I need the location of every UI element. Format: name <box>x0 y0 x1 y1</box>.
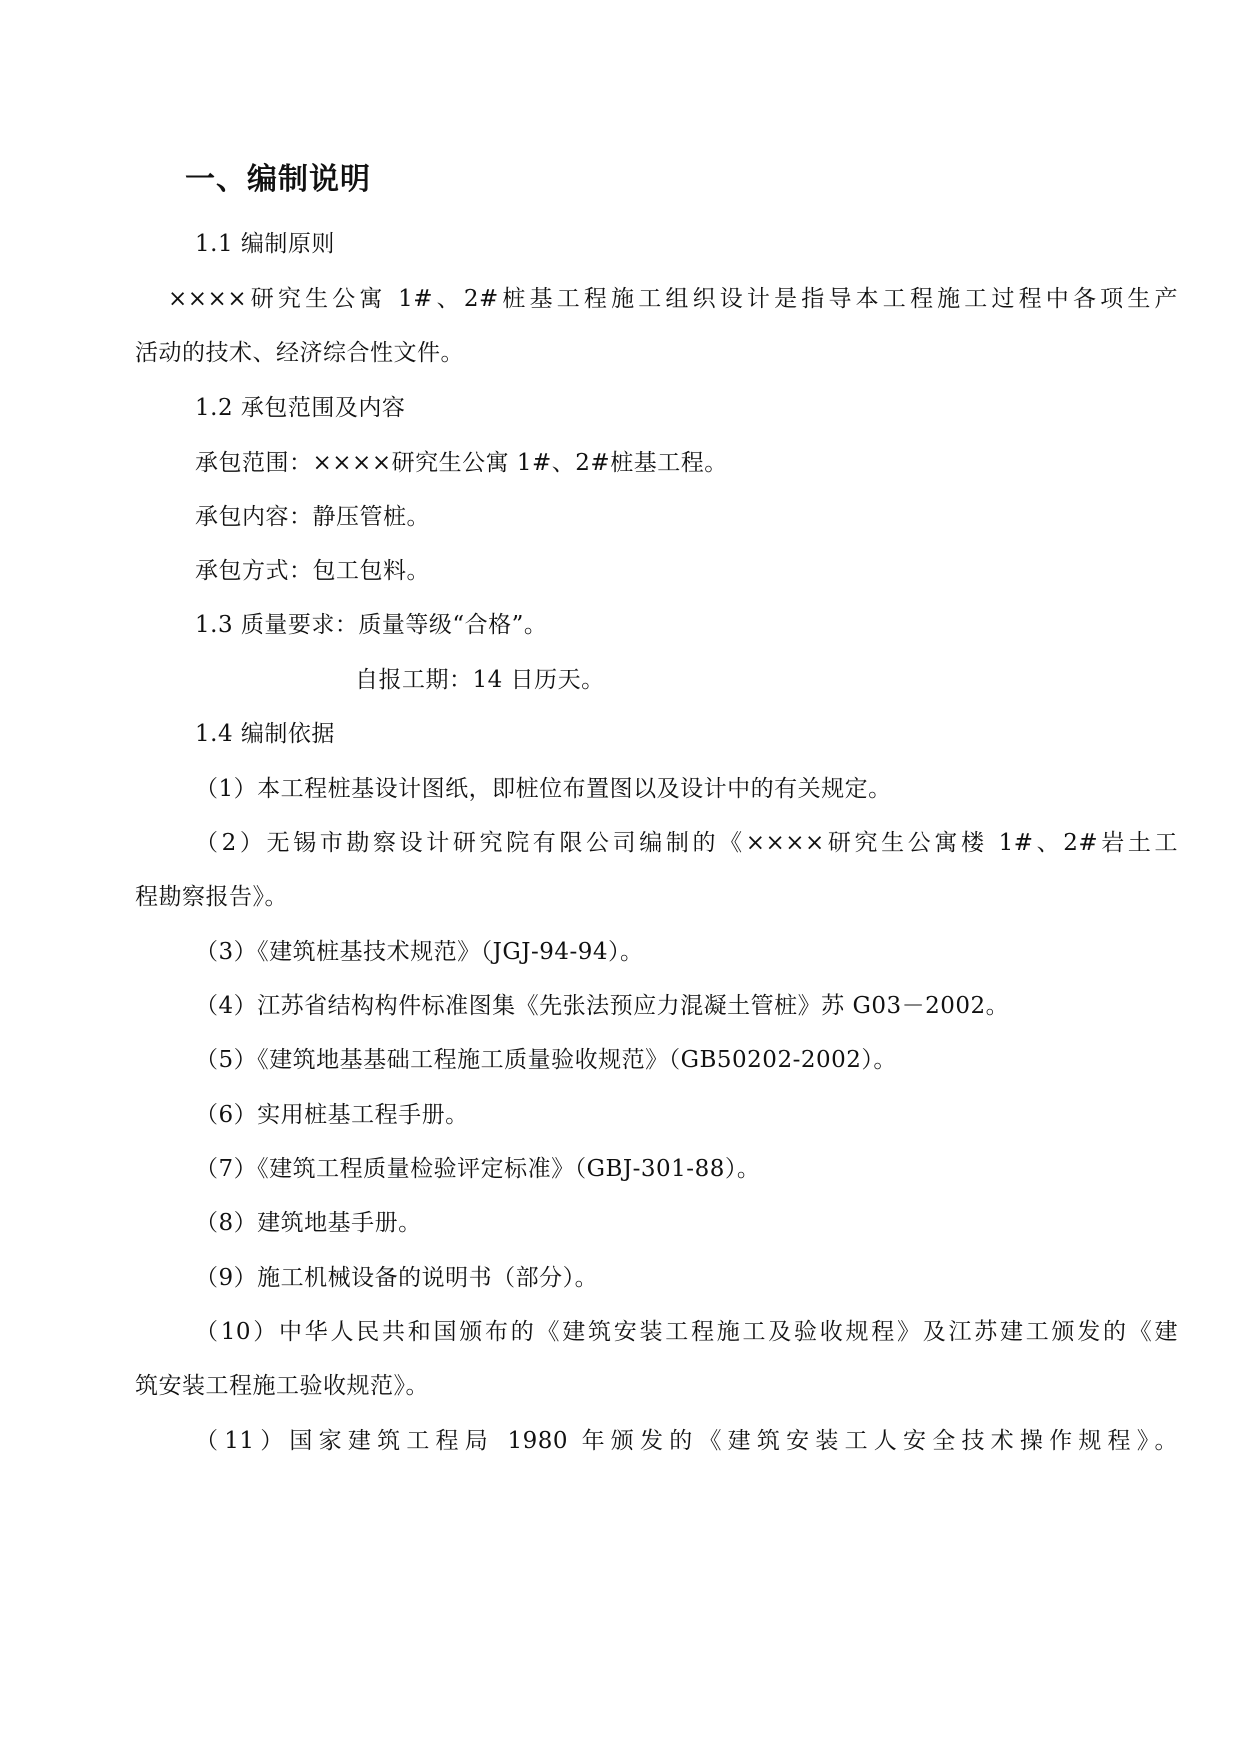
basis-item-7: （7）《建筑工程质量检验评定标准》（GBJ-301-88）。 <box>195 1156 761 1182</box>
subsection-1-4: 1.4 编制依据 <box>195 721 335 747</box>
contract-method: 承包方式：包工包料。 <box>195 558 430 584</box>
schedule-text: 自报工期：14 日历天。 <box>355 667 605 693</box>
basis-item-2-line-1: （2）无锡市勘察设计研究院有限公司编制的《××××研究生公寓楼 1#、2#岩土工 <box>195 830 1178 856</box>
contract-scope: 承包范围：××××研究生公寓 1#、2#桩基工程。 <box>195 450 728 476</box>
section-heading: 一、编制说明 <box>185 162 371 197</box>
basis-item-10-line-2: 筑安装工程施工验收规范》。 <box>135 1373 429 1399</box>
basis-item-4: （4）江苏省结构构件标准图集《先张法预应力混凝土管桩》苏 G03－2002。 <box>195 993 1010 1019</box>
principle-text-line-2: 活动的技术、经济综合性文件。 <box>135 340 464 366</box>
basis-item-1: （1）本工程桩基设计图纸，即桩位布置图以及设计中的有关规定。 <box>195 776 892 802</box>
principle-text-line-1: ××××研究生公寓 1#、2#桩基工程施工组织设计是指导本工程施工过程中各项生产 <box>168 286 1178 312</box>
contract-content: 承包内容：静压管桩。 <box>195 504 430 530</box>
basis-item-8: （8）建筑地基手册。 <box>195 1210 422 1236</box>
basis-item-3: （3）《建筑桩基技术规范》（JGJ-94-94）。 <box>195 939 644 965</box>
basis-item-6: （6）实用桩基工程手册。 <box>195 1102 469 1128</box>
basis-item-5: （5）《建筑地基基础工程施工质量验收规范》（GB50202-2002）。 <box>195 1047 897 1073</box>
subsection-1-1: 1.1 编制原则 <box>195 231 335 257</box>
subsection-1-3: 1.3 质量要求：质量等级“合格”。 <box>195 612 548 638</box>
basis-item-11: （11）国家建筑工程局 1980 年颁发的《建筑安装工人安全技术操作规程》。 <box>195 1428 1178 1454</box>
basis-item-9: （9）施工机械设备的说明书（部分）。 <box>195 1265 599 1291</box>
basis-item-2-line-2: 程勘察报告》。 <box>135 884 288 910</box>
basis-item-10-line-1: （10）中华人民共和国颁布的《建筑安装工程施工及验收规程》及江苏建工颁发的《建 <box>195 1319 1178 1345</box>
subsection-1-2: 1.2 承包范围及内容 <box>195 395 406 421</box>
